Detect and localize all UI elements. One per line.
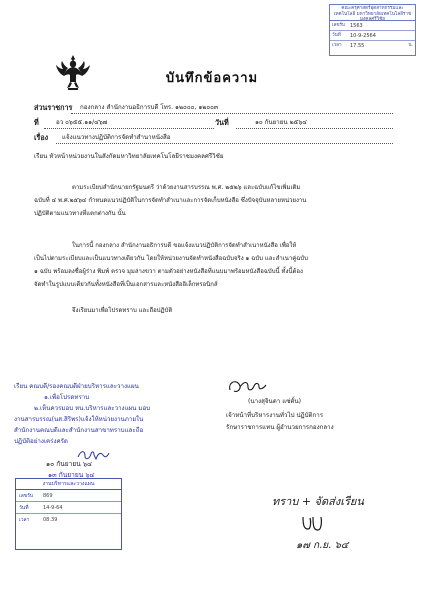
signer-signature-icon (226, 375, 268, 397)
date-value: ๑๐ กันยายน ๒๕๖๔ (255, 119, 307, 126)
handwritten-right-note: ทราบ + จัดส่งเรียน (272, 495, 364, 508)
para1-line: ปฏิบัติตามแนวทางที่แตกต่างกัน นั้น (34, 210, 126, 217)
handwritten-note-line: เรียน คณบดี/รองคณบดีฝ่ายบริหารและวางแผน (14, 383, 139, 390)
handwritten-note-line: ๒.เห็นควรมอบ หน.บริหารและวางแผน มอบ (34, 405, 151, 412)
signer-position: รักษาราชการแทน ผู้อำนวยการกองกลาง (226, 424, 334, 431)
subject-label: เรื่อง (34, 133, 49, 142)
work-stamp-key: เวลา (19, 516, 30, 523)
handwritten-signature-icon (300, 513, 326, 535)
work-stamp-value: 08.39 (43, 516, 58, 523)
para2-line: จัดทำในรูปแบบเดียวกันทั้งหนังสือที่เป็นเอกสารและหนังสืออิเล็กทรอนิกส์ (34, 281, 218, 288)
handwritten-note-line: สำนักงานคณบดีและสำนักงานสาขาทราบและถือ (14, 427, 144, 434)
handwritten-note-line: ๑.เพื่อโปรดทราบ (44, 394, 90, 401)
para1-line: ฉบับที่ ๔ พ.ศ.๒๕๖๔ กำหนดแนวปฏิบัติในการจัดทำสำเนาและการจัดเก็บหนังสือ ซึ่งปัจจุบันหลายหน่วยงาน (34, 197, 307, 204)
receive-stamp-header: คณะครุศาสตร์อุตสาหกรรมและเทคโนโลยี มหาวิทยาลัยเทคโนโลยีราชมงคลศรีวิชัย (330, 5, 415, 21)
receive-stamp-value: 17.55 (350, 42, 365, 49)
receive-stamp-key: เวลา (332, 42, 342, 48)
receive-stamp-suffix: น. (408, 42, 413, 48)
receive-stamp-value: 1563 (350, 22, 363, 29)
agency-value: กองกลาง สำนักงานอธิการบดี โทร. ๑๒๐๐๐, ๑๒๐๐๓ (80, 104, 219, 111)
signer-position: เจ้าหน้าที่บริหารงานทั่วไป ปฏิบัติการ (226, 412, 324, 419)
agency-underline (71, 113, 393, 114)
receive-stamp-value: 10-9-2564 (350, 32, 376, 39)
para2-line: ๑ ฉบับ พร้อมลงชื่อผู้ร่าง พิมพ์ ตรวจ มุมล่างขวา ตามตัวอย่างหนังสือที่แนบมาพร้อมหนังสือฉบับนี้ ทั้งนี้ต้อง (34, 268, 303, 275)
handwritten-note-line: ปฏิบัติอย่างเคร่งครัด (14, 438, 68, 445)
receive-stamp-row (330, 31, 415, 41)
work-stamp-row (16, 502, 121, 514)
work-stamp-row (16, 514, 121, 525)
subject-value: แจ้งแนวทางปฏิบัติการจัดทำสำนาหนังสือ (62, 134, 171, 141)
agency-label: ส่วนราชการ (34, 103, 73, 112)
work-stamp-header: งานบริหารและวางแผน (16, 479, 121, 490)
work-stamp-key: เลขรับ (19, 492, 34, 499)
receive-stamp (329, 4, 416, 56)
date-underline (236, 128, 393, 129)
date-label: วันที่ (215, 118, 229, 127)
ref-underline (44, 128, 214, 129)
subject-underline (56, 143, 393, 144)
receive-stamp-row (330, 21, 415, 31)
signer-name: (นางสุจินดา แซ่ตั้น) (248, 398, 302, 405)
para2-line: เป็นไปตามระเบียบและเป็นแนวทางเดียวกัน โดยให้หน่วยงานจัดทำหนังสือฉบับจริง ๑ ฉบับ และสำเนาคู่ฉบับ (34, 255, 308, 262)
work-stamp-value: 869 (43, 492, 53, 499)
ref-label: ที่ (34, 118, 39, 127)
receive-stamp-row (330, 41, 415, 50)
work-stamp (15, 478, 122, 550)
para2-line: ในการนี้ กองกลาง สำนักงานอธิการบดี ขอแจ้งแนวปฏิบัติการจัดทำสำเนาหนังสือ เพื่อให้ (72, 242, 297, 249)
memo-title: บันทึกข้อความ (165, 71, 259, 86)
work-stamp-row (16, 490, 121, 502)
handwritten-date: ๑๐ กันยายน ๖๔ (46, 460, 93, 468)
handwritten-date: ๑๓ กันยายน ๖๔ (48, 471, 95, 479)
handwritten-right-date: ๑๗ ก.ย. ๖๔ (296, 540, 349, 551)
receive-stamp-key: วันที่ (332, 32, 341, 38)
handwritten-note-line: งานสารบรรณ(นส.สิริพร)แจ้งให้หน่วยงานภายใน (14, 416, 144, 423)
receive-stamp-key: เลขรับ (332, 22, 345, 28)
para1-line: ตามระเบียบสำนักนายกรัฐมนตรี ว่าด้วยงานสารบรรณ พ.ศ. ๒๕๒๖ และฉบับแก้ไขเพิ่มเติม (72, 184, 301, 191)
closing-line: จึงเรียนมาเพื่อโปรดทราบ และถือปฏิบัติ (72, 307, 173, 314)
to-line: เรียน หัวหน้าหน่วยงานในสังกัดมหาวิทยาลัยเทคโนโลยีราชมงคลศรีวิชัย (34, 153, 224, 160)
ref-value: อว ๐๖๕๕.๑๑/๔๖๗ (56, 119, 108, 126)
work-stamp-value: 14-9-64 (43, 504, 63, 511)
work-stamp-key: วันที่ (19, 504, 29, 511)
